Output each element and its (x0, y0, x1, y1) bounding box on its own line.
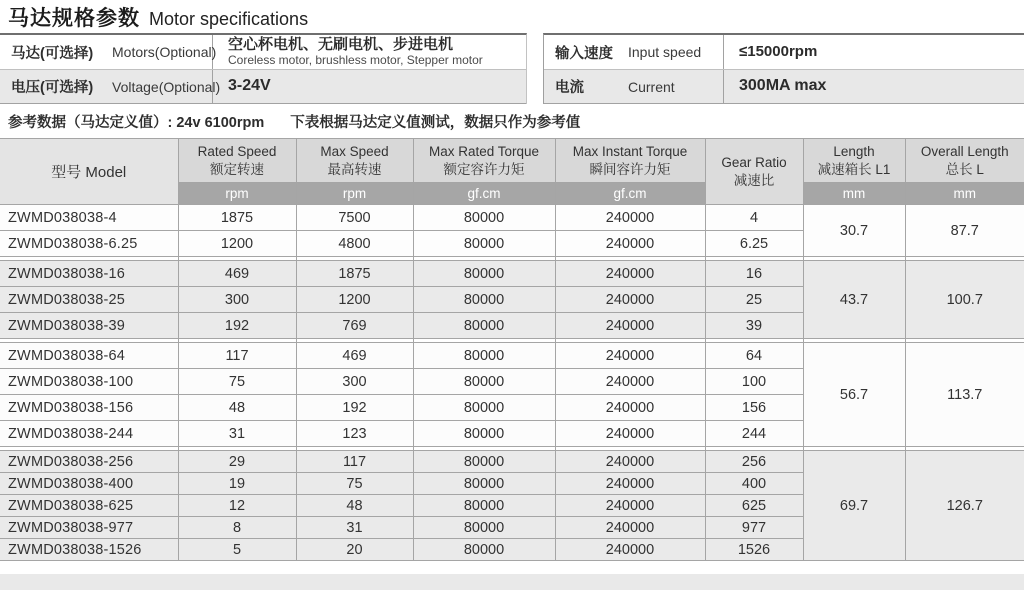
label-en: Motors(Optional) (112, 44, 217, 60)
length-unit: mm (803, 183, 905, 205)
max-rated-torque-unit: gf.cm (413, 183, 555, 205)
note-reference-values: 参考数据（马达定义值）: 24v 6100rpm (8, 115, 265, 131)
model-cell: ZWMD038038-1526 (0, 539, 178, 561)
header-en: Gear Ratio (721, 154, 787, 170)
page-title-zh: 马达规格参数 (8, 7, 140, 30)
model-cell: ZWMD038038-256 (0, 451, 178, 473)
max-rated-torque-column-header (413, 139, 555, 183)
table-row (0, 70, 526, 104)
page-title-en: Motor specifications (149, 9, 309, 29)
max-speed-cell: 31 (296, 517, 413, 539)
header-en: Rated Speed (197, 143, 277, 159)
header-en: Overall Length (920, 143, 1009, 159)
label-zh: 电流 (555, 80, 584, 96)
label-zh: 电压(可选择) (11, 80, 94, 96)
length-l1-cell: 30.7 (803, 205, 905, 257)
max-instant-torque-cell: 240000 (555, 495, 705, 517)
label-en: Voltage(Optional) (112, 78, 221, 95)
page-title (8, 2, 308, 32)
model-cell: ZWMD038038-625 (0, 495, 178, 517)
max-instant-torque-cell: 240000 (555, 395, 705, 421)
rated-speed-cell: 29 (178, 451, 296, 473)
max-instant-torque-cell: 240000 (555, 421, 705, 447)
motors-optional-label (0, 35, 217, 69)
max-speed-cell: 20 (296, 539, 413, 561)
voltage-optional-label (0, 70, 221, 103)
gear-ratio-cell: 256 (705, 451, 803, 473)
header-zh: 瞬间容许力矩 (589, 161, 671, 177)
model-cell: ZWMD038038-25 (0, 287, 178, 313)
gear-ratio-column-header (705, 139, 803, 205)
input-speed-label (544, 35, 724, 69)
max-speed-cell: 1200 (296, 287, 413, 313)
rated-speed-cell: 1875 (178, 205, 296, 231)
header-en: Max Rated Torque (428, 143, 540, 159)
label-en: Input speed (628, 44, 702, 60)
header-en: Max Instant Torque (572, 143, 688, 159)
max-rated-torque-cell: 80000 (413, 205, 555, 231)
max-speed-cell: 75 (296, 473, 413, 495)
model-cell: ZWMD038038-156 (0, 395, 178, 421)
gear-ratio-cell: 625 (705, 495, 803, 517)
max-rated-torque-cell: 80000 (413, 495, 555, 517)
rated-speed-cell: 19 (178, 473, 296, 495)
length-l1-cell: 56.7 (803, 343, 905, 447)
header-en: Length (833, 143, 875, 159)
rated-speed-cell: 1200 (178, 231, 296, 257)
input-speed-value (724, 43, 817, 60)
max-speed-column-header (296, 139, 413, 183)
max-instant-torque-cell: 240000 (555, 343, 705, 369)
rated-speed-cell: 192 (178, 313, 296, 339)
gear-ratio-cell: 100 (705, 369, 803, 395)
table-row (0, 35, 526, 70)
overall-length-cell: 113.7 (905, 343, 1024, 447)
table-row (0, 451, 1024, 473)
reference-note (8, 111, 580, 132)
length-l1-cell: 43.7 (803, 261, 905, 339)
max-speed-cell: 123 (296, 421, 413, 447)
current-value (724, 77, 826, 95)
motor-options-table (0, 33, 527, 104)
max-speed-cell: 1875 (296, 261, 413, 287)
rated-speed-unit: rpm (178, 183, 296, 205)
header-zh: 最高转速 (327, 161, 382, 177)
max-instant-torque-cell: 240000 (555, 205, 705, 231)
max-rated-torque-cell: 80000 (413, 369, 555, 395)
header-en: Max Speed (320, 143, 389, 159)
max-rated-torque-cell: 80000 (413, 473, 555, 495)
model-cell: ZWMD038038-39 (0, 313, 178, 339)
max-rated-torque-cell: 80000 (413, 343, 555, 369)
gear-ratio-cell: 244 (705, 421, 803, 447)
gear-ratio-cell: 64 (705, 343, 803, 369)
rated-speed-cell: 300 (178, 287, 296, 313)
max-instant-torque-cell: 240000 (555, 313, 705, 339)
max-speed-cell: 4800 (296, 231, 413, 257)
max-rated-torque-cell: 80000 (413, 313, 555, 339)
note-disclaimer: 下表根据马达定义值测试，数据只作为参考值 (290, 115, 581, 131)
overall-length-cell: 87.7 (905, 205, 1024, 257)
overall-length-cell: 126.7 (905, 451, 1024, 561)
table-row (0, 205, 1024, 231)
gear-ratio-cell: 156 (705, 395, 803, 421)
rated-speed-cell: 48 (178, 395, 296, 421)
value-zh: 空心杯电机、无刷电机、步进电机 (228, 35, 454, 53)
rated-speed-column-header (178, 139, 296, 183)
model-cell: ZWMD038038-16 (0, 261, 178, 287)
table-row (0, 261, 1024, 287)
max-instant-torque-cell: 240000 (555, 287, 705, 313)
table-row (544, 70, 1024, 104)
value-text: 3-24V (228, 77, 271, 95)
table-row (0, 343, 1024, 369)
header-zh: 减速箱长 L1 (817, 161, 891, 177)
rated-speed-cell: 75 (178, 369, 296, 395)
max-instant-torque-cell: 240000 (555, 517, 705, 539)
bottom-band (0, 574, 1024, 590)
max-instant-torque-column-header (555, 139, 705, 183)
motor-specs-table (0, 138, 1024, 561)
model-cell: ZWMD038038-400 (0, 473, 178, 495)
max-speed-cell: 7500 (296, 205, 413, 231)
header-zh: 额定转速 (210, 161, 264, 177)
max-instant-torque-cell: 240000 (555, 369, 705, 395)
max-instant-torque-cell: 240000 (555, 231, 705, 257)
length-l1-cell: 69.7 (803, 451, 905, 561)
gear-ratio-cell: 16 (705, 261, 803, 287)
rated-speed-cell: 117 (178, 343, 296, 369)
gear-ratio-cell: 400 (705, 473, 803, 495)
overall-length-unit: mm (905, 183, 1024, 205)
value-text: ≤15000rpm (739, 43, 818, 61)
gear-ratio-cell: 25 (705, 287, 803, 313)
table-body (0, 205, 1024, 561)
overall-length-cell: 100.7 (905, 261, 1024, 339)
model-cell: ZWMD038038-100 (0, 369, 178, 395)
label-zh: 输入速度 (555, 45, 613, 62)
table-header-row (0, 139, 1024, 183)
motors-optional-value (213, 36, 483, 68)
max-speed-cell: 469 (296, 343, 413, 369)
input-spec-table (543, 33, 1024, 104)
max-rated-torque-cell: 80000 (413, 261, 555, 287)
rated-speed-cell: 12 (178, 495, 296, 517)
model-column-header: 型号 Model (0, 139, 178, 205)
value-text: 300MA max (739, 77, 827, 95)
max-rated-torque-cell: 80000 (413, 421, 555, 447)
model-cell: ZWMD038038-244 (0, 421, 178, 447)
rated-speed-cell: 31 (178, 421, 296, 447)
max-rated-torque-cell: 80000 (413, 539, 555, 561)
max-speed-cell: 117 (296, 451, 413, 473)
header-zh: 减速比 (733, 172, 775, 188)
max-speed-unit: rpm (296, 183, 413, 205)
rated-speed-cell: 8 (178, 517, 296, 539)
table-row (544, 35, 1024, 70)
max-rated-torque-cell: 80000 (413, 231, 555, 257)
rated-speed-cell: 469 (178, 261, 296, 287)
voltage-optional-value (213, 77, 271, 95)
rated-speed-cell: 5 (178, 539, 296, 561)
max-rated-torque-cell: 80000 (413, 287, 555, 313)
gear-ratio-cell: 6.25 (705, 231, 803, 257)
model-cell: ZWMD038038-4 (0, 205, 178, 231)
header-zh: 总长 L (945, 161, 984, 177)
max-speed-cell: 769 (296, 313, 413, 339)
max-rated-torque-cell: 80000 (413, 451, 555, 473)
label-zh: 马达(可选择) (11, 45, 94, 62)
max-speed-cell: 192 (296, 395, 413, 421)
current-label (544, 70, 724, 103)
max-speed-cell: 300 (296, 369, 413, 395)
max-instant-torque-cell: 240000 (555, 451, 705, 473)
gear-ratio-cell: 39 (705, 313, 803, 339)
max-rated-torque-cell: 80000 (413, 517, 555, 539)
max-instant-torque-cell: 240000 (555, 539, 705, 561)
max-instant-torque-cell: 240000 (555, 261, 705, 287)
max-instant-torque-cell: 240000 (555, 473, 705, 495)
max-instant-torque-unit: gf.cm (555, 183, 705, 205)
max-speed-cell: 48 (296, 495, 413, 517)
label-en: Current (628, 78, 675, 95)
gear-ratio-cell: 977 (705, 517, 803, 539)
length-column-header (803, 139, 905, 183)
value-en: Coreless motor, brushless motor, Stepper motor (228, 53, 483, 68)
max-rated-torque-cell: 80000 (413, 395, 555, 421)
model-cell: ZWMD038038-6.25 (0, 231, 178, 257)
gear-ratio-cell: 1526 (705, 539, 803, 561)
model-cell: ZWMD038038-977 (0, 517, 178, 539)
model-cell: ZWMD038038-64 (0, 343, 178, 369)
gear-ratio-cell: 4 (705, 205, 803, 231)
header-zh: 额定容许力矩 (443, 161, 525, 177)
overall-length-column-header (905, 139, 1024, 183)
